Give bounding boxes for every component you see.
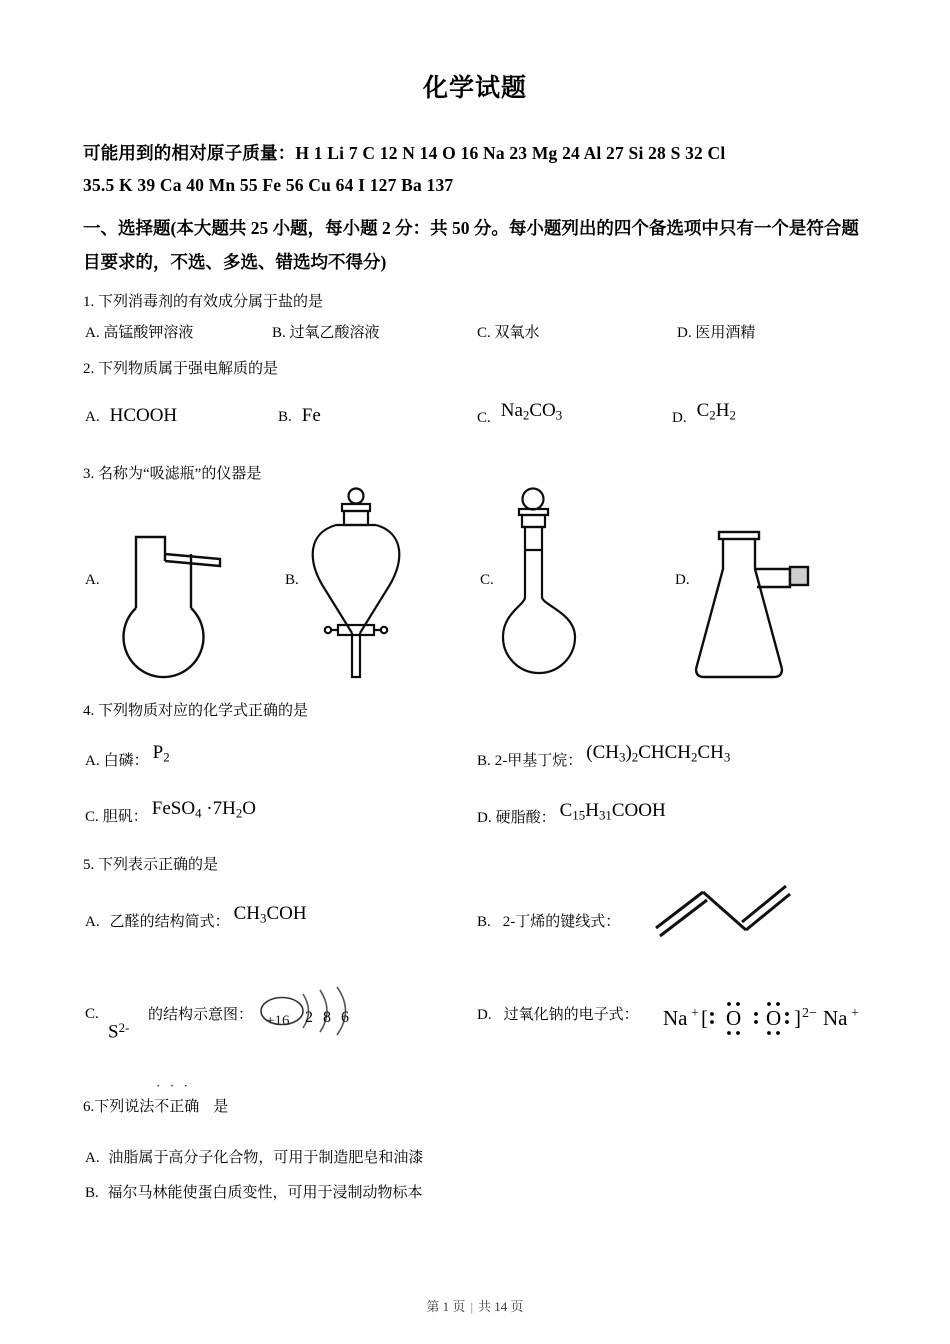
question-2-option-b[interactable] xyxy=(278,405,321,427)
option-label: A. xyxy=(85,409,100,425)
question-4-option-b[interactable] xyxy=(477,742,731,769)
question-3-option-a-label: A. xyxy=(85,572,100,588)
option-text: 胆矾： xyxy=(102,809,148,825)
question-4-number: 4. xyxy=(83,703,95,719)
question-6-option-a[interactable] xyxy=(85,1146,423,1167)
svg-text:+: + xyxy=(691,1006,699,1021)
option-text: 过氧乙酸溶液 xyxy=(289,325,380,341)
question-3-option-b-label: B. xyxy=(285,572,299,588)
shell-electron-count-1: 2 xyxy=(305,1009,313,1026)
question-5-option-c[interactable] xyxy=(85,1005,99,1023)
option-formula: FeSO$_4$ $\cdot 7H_2O$ xyxy=(151,798,257,821)
shell-electron-count-2: 8 xyxy=(323,1009,331,1026)
atomic-mass-line-2: 35.5 K 39 Ca 40 Mn 55 Fe 56 Cu 64 I 127 Ba 137 xyxy=(83,175,454,195)
question-5-text: 下列表示正确的是 xyxy=(98,857,219,873)
option-text: 2‑甲基丁烷： xyxy=(494,753,583,769)
question-1-option-b[interactable] xyxy=(272,321,380,342)
option-text: 2‑丁烯的键线式： xyxy=(502,914,621,930)
option-label: B. xyxy=(477,753,491,769)
question-1-option-a[interactable] xyxy=(85,321,193,342)
footer-separator: | xyxy=(470,1299,474,1314)
question-4-option-d[interactable] xyxy=(477,800,666,824)
emphasis-dots: ··· xyxy=(156,1078,198,1093)
option-label: B. xyxy=(477,914,491,930)
option-text: 福尔马林能使蛋白质变性，可用于浸制动物标本 xyxy=(107,1185,423,1201)
question-3-text: 名称为“吸滤瓶”的仪器是 xyxy=(98,466,262,482)
svg-text:]: ] xyxy=(794,1006,801,1030)
filter-flask-icon[interactable] xyxy=(690,525,830,695)
option-text: 硬脂酸： xyxy=(495,810,556,826)
option-label: D. xyxy=(677,325,692,341)
question-6-option-b[interactable] xyxy=(85,1181,423,1202)
question-2-option-d[interactable] xyxy=(672,400,736,424)
question-5-option-c-text: 的结构示意图： xyxy=(148,1007,254,1023)
option-label: B. xyxy=(272,325,286,341)
option-text: 油脂属于高分子化合物，可用于制造肥皂和油漆 xyxy=(108,1150,424,1166)
option-text: 白磷： xyxy=(103,753,149,769)
option-label: B. xyxy=(278,409,292,425)
option-text: 双氧水 xyxy=(494,325,540,341)
option-text: 乙醛的结构简式： xyxy=(109,914,230,930)
option-formula: $C_2H_2$ xyxy=(696,400,736,423)
option-label: B. xyxy=(85,1185,99,1201)
option-label: C. xyxy=(85,809,99,825)
svg-text:+: + xyxy=(851,1006,859,1021)
question-3-number: 3. xyxy=(83,466,95,482)
option-text: 高锰酸钾溶液 xyxy=(103,325,194,341)
question-5-stem xyxy=(83,853,218,874)
question-2-stem xyxy=(83,357,278,378)
question-5-option-b[interactable] xyxy=(477,903,621,930)
option-formula: HCOOH xyxy=(109,405,178,426)
question-6-text-post: 是 xyxy=(213,1099,229,1115)
option-formula: $(CH_3)_2CHCH_2CH_3$ xyxy=(586,742,731,765)
option-formula: Fe xyxy=(301,405,321,426)
footer-current-page: 第 1 页 xyxy=(426,1299,466,1314)
question-2-option-c[interactable] xyxy=(477,400,562,424)
option-label: D. xyxy=(477,1007,492,1023)
option-label: A. xyxy=(85,1150,100,1166)
option-label: A. xyxy=(85,325,100,341)
atom-nucleus-charge: +16 xyxy=(266,1013,290,1029)
svg-text:Na: Na xyxy=(823,1006,848,1030)
question-6-stem xyxy=(83,1078,229,1116)
option-formula: $CH_3COH$ xyxy=(233,903,307,926)
option-label: D. xyxy=(672,410,687,426)
question-3-option-c-label: C. xyxy=(480,572,494,588)
sodium-peroxide-electron-formula xyxy=(663,995,863,1046)
question-5-number: 5. xyxy=(83,857,95,873)
question-6-emph-text: 不正确 xyxy=(154,1099,200,1115)
option-formula: $C_{15}H_{31}COOH$ xyxy=(559,800,666,823)
atomic-mass-line-1: 可能用到的相对原子质量：H 1 Li 7 C 12 N 14 O 16 Na 23 Mg 24 Al 27 Si 28 S 32 Cl xyxy=(83,143,726,163)
page-title: 化学试题 xyxy=(422,75,527,102)
question-5-option-d[interactable] xyxy=(477,1003,639,1024)
svg-text:[: [ xyxy=(701,1006,708,1030)
question-6-text-pre: 下列说法 xyxy=(94,1099,155,1115)
question-1-stem xyxy=(83,290,323,311)
question-1-option-d[interactable] xyxy=(677,321,755,342)
question-4-text: 下列物质对应的化学式正确的是 xyxy=(98,703,309,719)
distillation-flask-icon[interactable] xyxy=(110,520,250,690)
question-4-option-a[interactable] xyxy=(85,742,170,769)
question-6-number: 6. xyxy=(83,1099,95,1115)
question-3-stem xyxy=(83,462,261,483)
page-footer xyxy=(0,1296,950,1315)
section-heading: 一、选择题(本大题共 25 小题，每小题 2 分：共 50 分。每小题列出的四个备选项中只有一个是符合题目要求的，不选、多选、错选均不得分) xyxy=(83,218,859,272)
option-label: C. xyxy=(477,325,491,341)
volumetric-flask-icon[interactable] xyxy=(500,485,610,690)
shell-electron-count-3: 6 xyxy=(341,1009,349,1026)
question-6-emphasis xyxy=(154,1078,200,1116)
option-formula: $P_2$ xyxy=(152,742,170,765)
svg-text:O: O xyxy=(726,1006,742,1030)
option-text: 过氧化钠的电子式： xyxy=(503,1007,639,1023)
question-1-option-c[interactable] xyxy=(477,321,540,342)
question-2-text: 下列物质属于强电解质的是 xyxy=(98,361,279,377)
option-label: C. xyxy=(477,410,491,426)
footer-total-pages: 共 14 页 xyxy=(478,1299,524,1314)
sulfide-ion-symbol: $S^{2-}$ xyxy=(108,1020,130,1043)
option-label: A. xyxy=(85,753,100,769)
question-3-option-d-label: D. xyxy=(675,572,690,588)
option-label: C. xyxy=(85,1006,99,1022)
option-label: D. xyxy=(477,810,492,826)
question-1-text: 下列消毒剂的有效成分属于盐的是 xyxy=(98,294,324,310)
option-text: 医用酒精 xyxy=(695,325,756,341)
option-label: A. xyxy=(85,914,100,930)
skeletal-butadiene-icon xyxy=(648,878,828,945)
question-4-stem xyxy=(83,699,308,720)
svg-text:Na: Na xyxy=(663,1006,688,1030)
question-2-option-a[interactable] xyxy=(85,405,177,427)
question-2-number: 2. xyxy=(83,361,95,377)
question-4-option-c[interactable] xyxy=(85,798,257,825)
question-1-number: 1. xyxy=(83,294,95,310)
svg-text:O: O xyxy=(766,1006,782,1030)
separating-funnel-icon[interactable] xyxy=(300,485,410,690)
question-5-option-a[interactable] xyxy=(85,903,307,930)
svg-text:2−: 2− xyxy=(802,1006,817,1021)
option-formula: $Na_2CO_3$ xyxy=(500,400,563,423)
